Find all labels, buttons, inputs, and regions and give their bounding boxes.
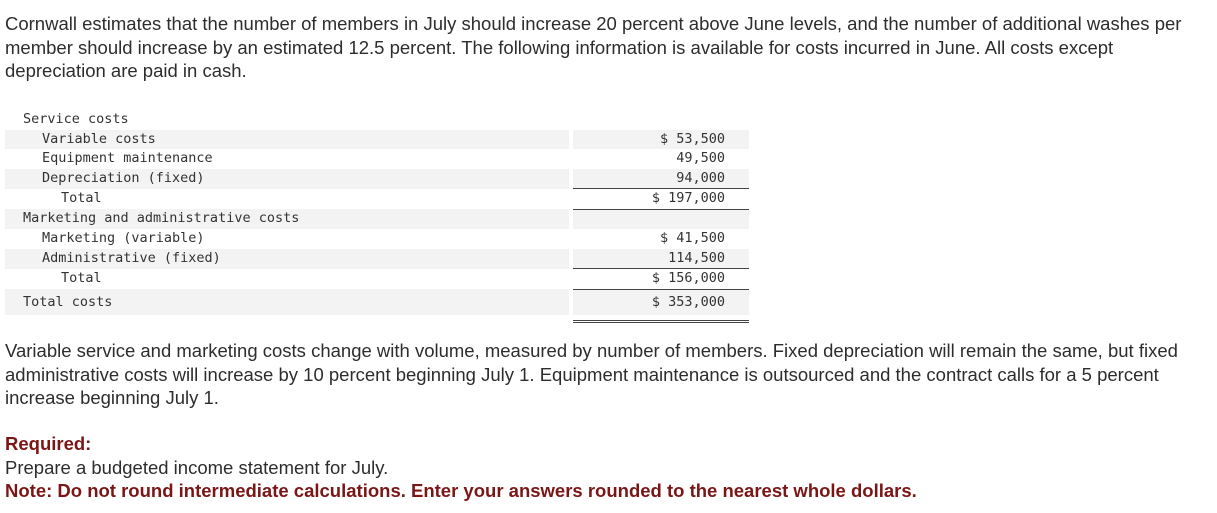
row-amount	[573, 110, 749, 130]
table-row	[5, 169, 749, 189]
required-instruction: Prepare a budgeted income statement for July.	[5, 456, 389, 478]
table-row	[5, 289, 749, 315]
table-row	[5, 249, 749, 269]
table-row	[5, 149, 749, 169]
row-amount: 94,000	[573, 169, 749, 189]
table-row	[5, 209, 749, 229]
row-label: Variable costs	[5, 130, 569, 150]
table-row	[5, 269, 749, 290]
row-amount	[573, 209, 749, 229]
required-heading: Required:	[5, 433, 92, 454]
row-label: Administrative (fixed)	[5, 249, 569, 269]
table-row	[5, 110, 749, 130]
row-label: Marketing and administrative costs	[5, 209, 569, 229]
row-amount: 114,500	[573, 249, 749, 269]
row-amount: $ 41,500	[659, 230, 725, 247]
row-amount: $ 156,000	[573, 269, 749, 290]
row-label: Marketing (variable)	[42, 230, 205, 247]
intro-paragraph: Cornwall estimates that the number of members in July should increase 20 percent above June levels, and the number of additional washes per member should increase by an estimated 12.5 percent. The following information is available for costs incurred in June. All costs except depreciation are paid in cash.	[5, 13, 1182, 81]
row-label: Total	[61, 270, 102, 287]
required-note: Note: Do not round intermediate calculations. Enter your answers rounded to the nearest whole dollars.	[5, 480, 917, 501]
required-section	[5, 432, 917, 503]
table-row	[5, 130, 749, 150]
row-amount: $ 197,000	[573, 189, 749, 210]
row-label: Service costs	[23, 111, 129, 127]
table-row	[5, 189, 749, 210]
row-amount: 49,500	[676, 150, 725, 167]
june-costs-table	[5, 110, 749, 323]
row-label: Depreciation (fixed)	[5, 169, 569, 189]
double-rule	[573, 315, 749, 321]
row-label: Total	[61, 190, 102, 207]
row-label: Total costs	[5, 289, 569, 315]
row-label: Equipment maintenance	[42, 150, 213, 167]
row-amount: $ 53,500	[573, 130, 749, 150]
notes-paragraph: Variable service and marketing costs change with volume, measured by number of members. Fixed depreciation will remain the same, but fixed administrative costs will increase by 10 percent beginning July 1. Equipment maintenance is outsourced and the contract calls for a 5 percent increase beginning July 1.	[5, 340, 1178, 408]
table-row	[5, 229, 749, 249]
row-amount: $ 353,000	[573, 289, 749, 315]
